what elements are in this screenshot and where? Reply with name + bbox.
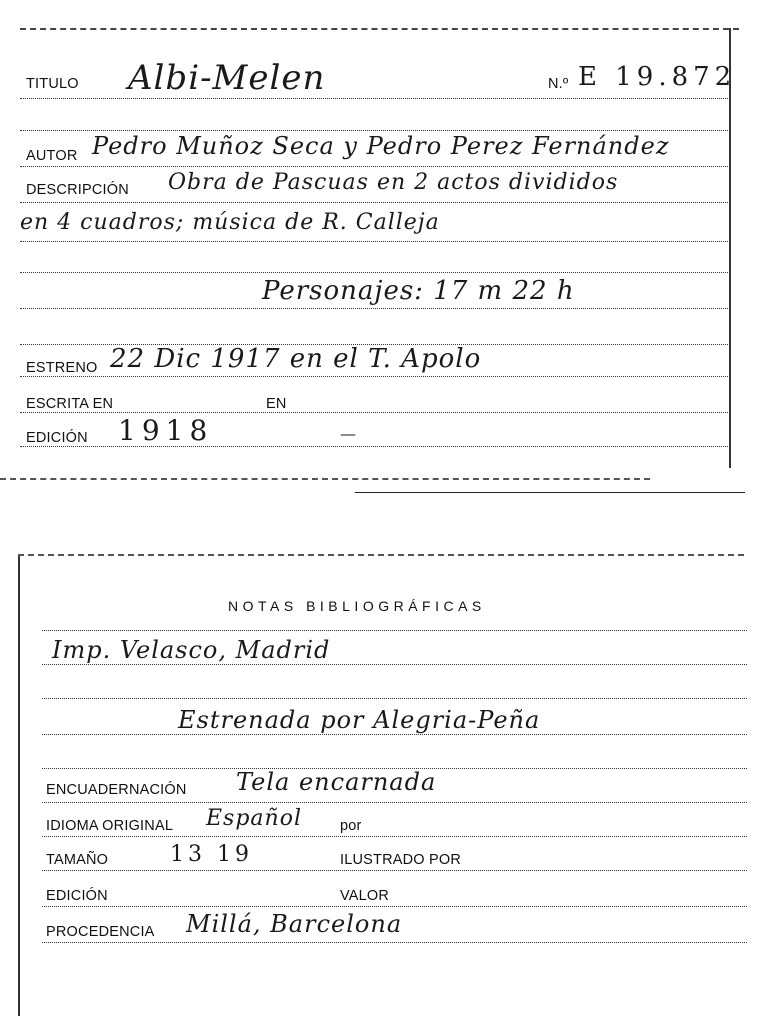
rule-line (42, 630, 747, 631)
note-line-2: Estrenada por Alegria-Peña (178, 706, 541, 734)
titulo-value: Albi-Melen (128, 58, 326, 98)
rule-line (42, 906, 747, 907)
rule-line (20, 272, 730, 273)
catalog-card-top (0, 0, 759, 500)
tamano-label: TAMAÑO (46, 852, 109, 868)
rule-line (20, 412, 730, 413)
edicion-label: EDICIÓN (26, 430, 88, 446)
personajes-value: Personajes: 17 m 22 h (262, 276, 575, 306)
descripcion-label: DESCRIPCIÓN (26, 182, 129, 198)
autor-value: Pedro Muñoz Seca y Pedro Perez Fernández (92, 132, 670, 160)
rule-line (42, 870, 747, 871)
note-line-1: Imp. Velasco, Madrid (52, 636, 331, 664)
numero-label: N.º (548, 76, 569, 92)
rule-line (42, 942, 747, 943)
edicion-label: EDICIÓN (46, 888, 108, 904)
rule-line (20, 308, 730, 309)
procedencia-label: PROCEDENCIA (46, 924, 155, 940)
procedencia-value: Millá, Barcelona (186, 910, 403, 938)
card-right-edge (729, 28, 731, 468)
numero-value: E 19.872 (578, 62, 737, 92)
rule-line (20, 202, 730, 203)
idioma-original-label: IDIOMA ORIGINAL (46, 818, 174, 834)
card-left-edge (18, 556, 20, 1016)
idioma-original-value: Español (206, 806, 302, 831)
notas-bibliograficas-title: NOTAS BIBLIOGRÁFICAS (228, 598, 486, 614)
descripcion-value-line1: Obra de Pascuas en 2 actos divididos (168, 170, 619, 195)
autor-label: AUTOR (26, 148, 78, 164)
catalog-card-bottom (0, 540, 759, 1028)
rule-line (20, 376, 730, 377)
rule-line (42, 698, 747, 699)
edicion-value: 1918 (118, 414, 214, 447)
card-top-edge (18, 554, 744, 556)
card-bottom-line (355, 492, 745, 493)
encuadernacion-value: Tela encarnada (236, 768, 437, 796)
ilustrado-por-label: ILUSTRADO POR (340, 852, 462, 868)
edicion-dash: — (340, 424, 357, 443)
en-label: EN (266, 396, 287, 412)
por-label: por (340, 818, 362, 834)
rule-line (42, 802, 747, 803)
valor-label: VALOR (340, 888, 390, 904)
tamano-value: 13 19 (170, 842, 253, 867)
titulo-label: TITULO (26, 76, 79, 92)
rule-line (20, 166, 730, 167)
descripcion-value-line2: en 4 cuadros; música de R. Calleja (20, 210, 440, 235)
estreno-label: ESTRENO (26, 360, 98, 376)
rule-line (20, 98, 730, 99)
escrita-en-label: ESCRITA EN (26, 396, 114, 412)
rule-line (42, 664, 747, 665)
rule-line (20, 241, 730, 242)
rule-line (42, 836, 747, 837)
card-top-edge (20, 28, 739, 30)
estreno-value: 22 Dic 1917 en el T. Apolo (110, 344, 482, 374)
rule-line (42, 734, 747, 735)
card-bottom-edge (0, 478, 650, 480)
encuadernacion-label: ENCUADERNACIÓN (46, 782, 187, 798)
rule-line (20, 130, 730, 131)
